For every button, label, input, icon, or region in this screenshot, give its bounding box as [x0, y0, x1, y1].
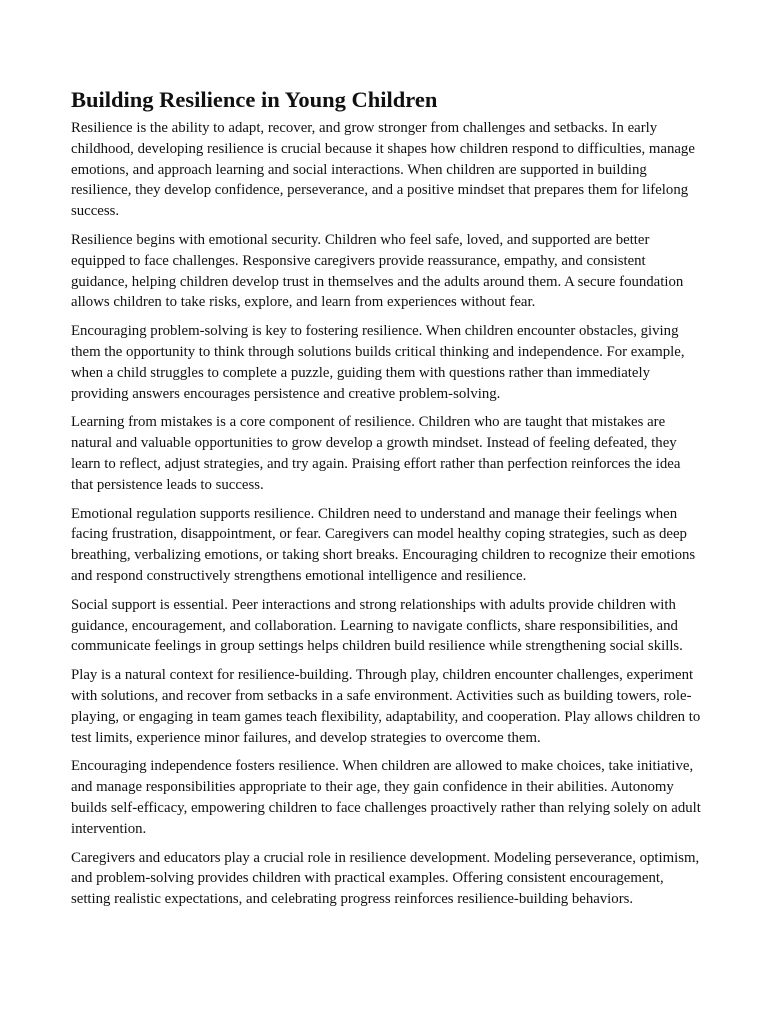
- paragraph-emotional-regulation: Emotional regulation supports resilience. Children need to understand and manage their feelings when facing frustration, disappointment, or fear. Caregivers can model healthy coping strategies, such as deep breathing, verbalizing emotions, or taking short breaks. Encouraging children to recognize their emotions and respond constructively strengthens emotional intelligence and resilience.: [71, 505, 696, 584]
- paragraph-learning-from-mistakes: Learning from mistakes is a core component of resilience. Children who are taught that mistakes are natural and valuable opportunities to grow develop a growth mindset. Instead of feeling defeated, they learn to reflect, adjust strategies, and try again. Praising effort rather than perfection reinforces the idea that persistence leads to success.: [71, 414, 681, 493]
- paragraph-play: Play is a natural context for resilience-building. Through play, children encounter challenges, experiment with solutions, and recover from setbacks in a safe environment. Activities such as building towers, role-playing, or engaging in team games teach flexibility, adaptability, and cooperation. Play allows children to test limits, experience minor failures, and develop strategies to overcome them.: [71, 667, 701, 746]
- document-page: [71, 86, 701, 918]
- document-title: Building Resilience in Young Children: [71, 87, 438, 112]
- paragraph-social-support: Social support is essential. Peer interactions and strong relationships with adults provide children with guidance, encouragement, and collaboration. Learning to navigate conflicts, share responsibilities, and communicate feelings in group settings helps children build resilience while strengthening social skills.: [71, 596, 683, 655]
- paragraph-introduction: Resilience is the ability to adapt, recover, and grow stronger from challenges and setbacks. In early childhood, developing resilience is crucial because it shapes how children respond to difficulties, manage emotions, and approach learning and social interactions. When children are supported in building resilience, they develop confidence, perseverance, and a positive mindset that prepares them for lifelong success.: [71, 120, 695, 220]
- paragraph-independence: Encouraging independence fosters resilience. When children are allowed to make choices, take initiative, and manage responsibilities appropriate to their age, they gain confidence in their abilities. Autonomy builds self-efficacy, empowering children to face challenges proactively rather than relying solely on adult intervention.: [71, 758, 701, 837]
- paragraph-emotional-security: Resilience begins with emotional security. Children who feel safe, loved, and supported are better equipped to face challenges. Responsive caregivers provide reassurance, empathy, and consistent guidance, helping children develop trust in themselves and the adults around them. A secure foundation allows children to take risks, explore, and learn from experiences without fear.: [71, 231, 684, 311]
- paragraph-problem-solving: Encouraging problem-solving is key to fostering resilience. When children encounter obstacles, giving them the opportunity to think through solutions builds critical thinking and independence. For example, when a child struggles to complete a puzzle, guiding them with questions rather than immediately providing answers encourages persistence and creative problem-solving.: [71, 323, 685, 402]
- paragraph-caregivers: Caregivers and educators play a crucial role in resilience development. Modeling perseverance, optimism, and problem-solving provides children with practical examples. Offering consistent encouragement, setting realistic expectations, and celebrating progress reinforces resilience-building behaviors.: [71, 849, 700, 908]
